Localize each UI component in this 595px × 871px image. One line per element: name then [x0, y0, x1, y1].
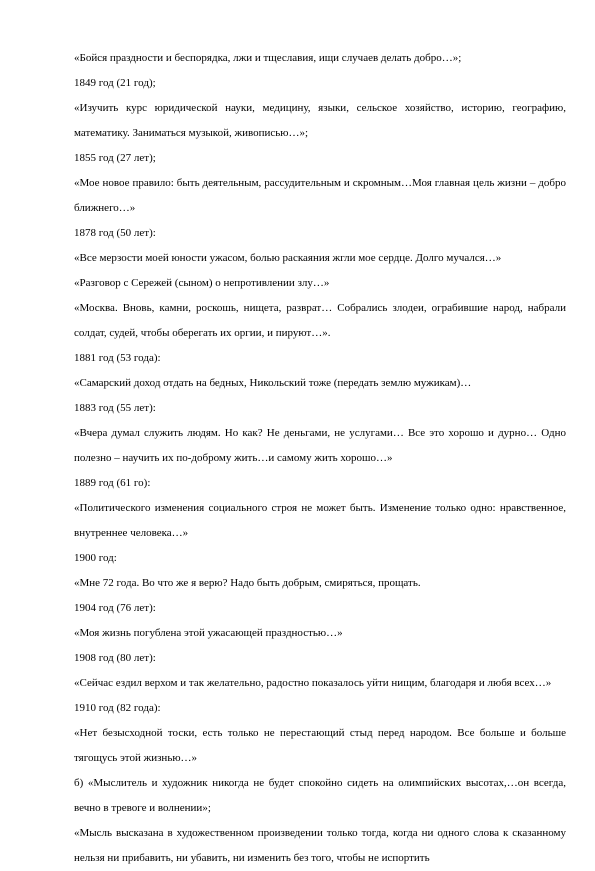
year-heading-1849: 1849 год (21 год);: [74, 77, 156, 89]
year-heading-1908: 1908 год (80 лет):: [74, 652, 156, 664]
year-heading-1900: 1900 год:: [74, 552, 117, 564]
paragraph-quote-political: «Политического изменения социального строя не может быть. Изменение только одно: нравственное, внутреннее человека…»: [74, 502, 566, 539]
paragraph-quote-moscow: «Москва. Вновь, камни, роскошь, нищета, разврат… Собрались злодеи, ограбившие народ, набрали солдат, судей, чтобы оберегать их оргии, и пируют…».: [74, 302, 566, 339]
paragraph-quote-shame: «Нет безысходной тоски, есть только не перестающий стыд перед народом. Все больше и больше тягощусь этой жизнью…»: [74, 727, 566, 764]
paragraph-quote-72-years: «Мне 72 года. Во что же я верю? Надо быть добрым, смиряться, прощать.: [74, 577, 421, 589]
paragraph-quote-idle-life: «Моя жизнь погублена этой ужасающей праздностью…»: [74, 627, 343, 639]
paragraph-quote-thinker: б) «Мыслитель и художник никогда не будет спокойно сидеть на олимпийских высотах,…он всегда, вечно в тревоге и волнении»;: [74, 777, 566, 814]
paragraph-quote-new-rule: «Мое новое правило: быть деятельным, рассудительным и скромным…Моя главная цель жизни – добро ближнего…»: [74, 177, 566, 214]
year-heading-1881: 1881 год (53 года):: [74, 352, 161, 364]
document-body: [74, 46, 566, 871]
year-heading-1883: 1883 год (55 лет):: [74, 402, 156, 414]
year-heading-1878: 1878 год (50 лет):: [74, 227, 156, 239]
year-heading-1855: 1855 год (27 лет);: [74, 152, 156, 164]
paragraph-quote-conversation: «Разговор с Сережей (сыном) о непротивлении злу…»: [74, 277, 330, 289]
year-heading-1904: 1904 год (76 лет):: [74, 602, 156, 614]
paragraph-quote-thought: «Мысль высказана в художественном произведении только тогда, когда ни одного слова к сказанному нельзя ни прибавить, ни убавить, ни изменить без того, чтобы не испортить: [74, 827, 566, 864]
year-heading-1910: 1910 год (82 года):: [74, 702, 161, 714]
paragraph-quote-study: «Изучить курс юридической науки, медицину, языки, сельское хозяйство, историю, географию, математику. Заниматься музыкой, живописью…»;: [74, 102, 566, 139]
paragraph-quote-samara: «Самарский доход отдать на бедных, Никольский тоже (передать землю мужикам)…: [74, 377, 472, 389]
paragraph-quote-youth: «Все мерзости моей юности ужасом, болью раскаяния жгли мое сердце. Долго мучался…»: [74, 252, 502, 264]
year-heading-1889: 1889 год (61 го):: [74, 477, 151, 489]
paragraph-quote-riding: «Сейчас ездил верхом и так желательно, радостно показалось уйти нищим, благодаря и любя всех…»: [74, 677, 552, 689]
paragraph-quote-serve-people: «Вчера думал служить людям. Но как? Не деньгами, не услугами… Все это хорошо и дурно… Одно полезно – научить их по-доброму жить…и самому жить хорошо…»: [74, 427, 566, 464]
paragraph-quote-idleness: «Бойся праздности и беспорядка, лжи и тщеславия, ищи случаев делать добро…»;: [74, 52, 462, 64]
